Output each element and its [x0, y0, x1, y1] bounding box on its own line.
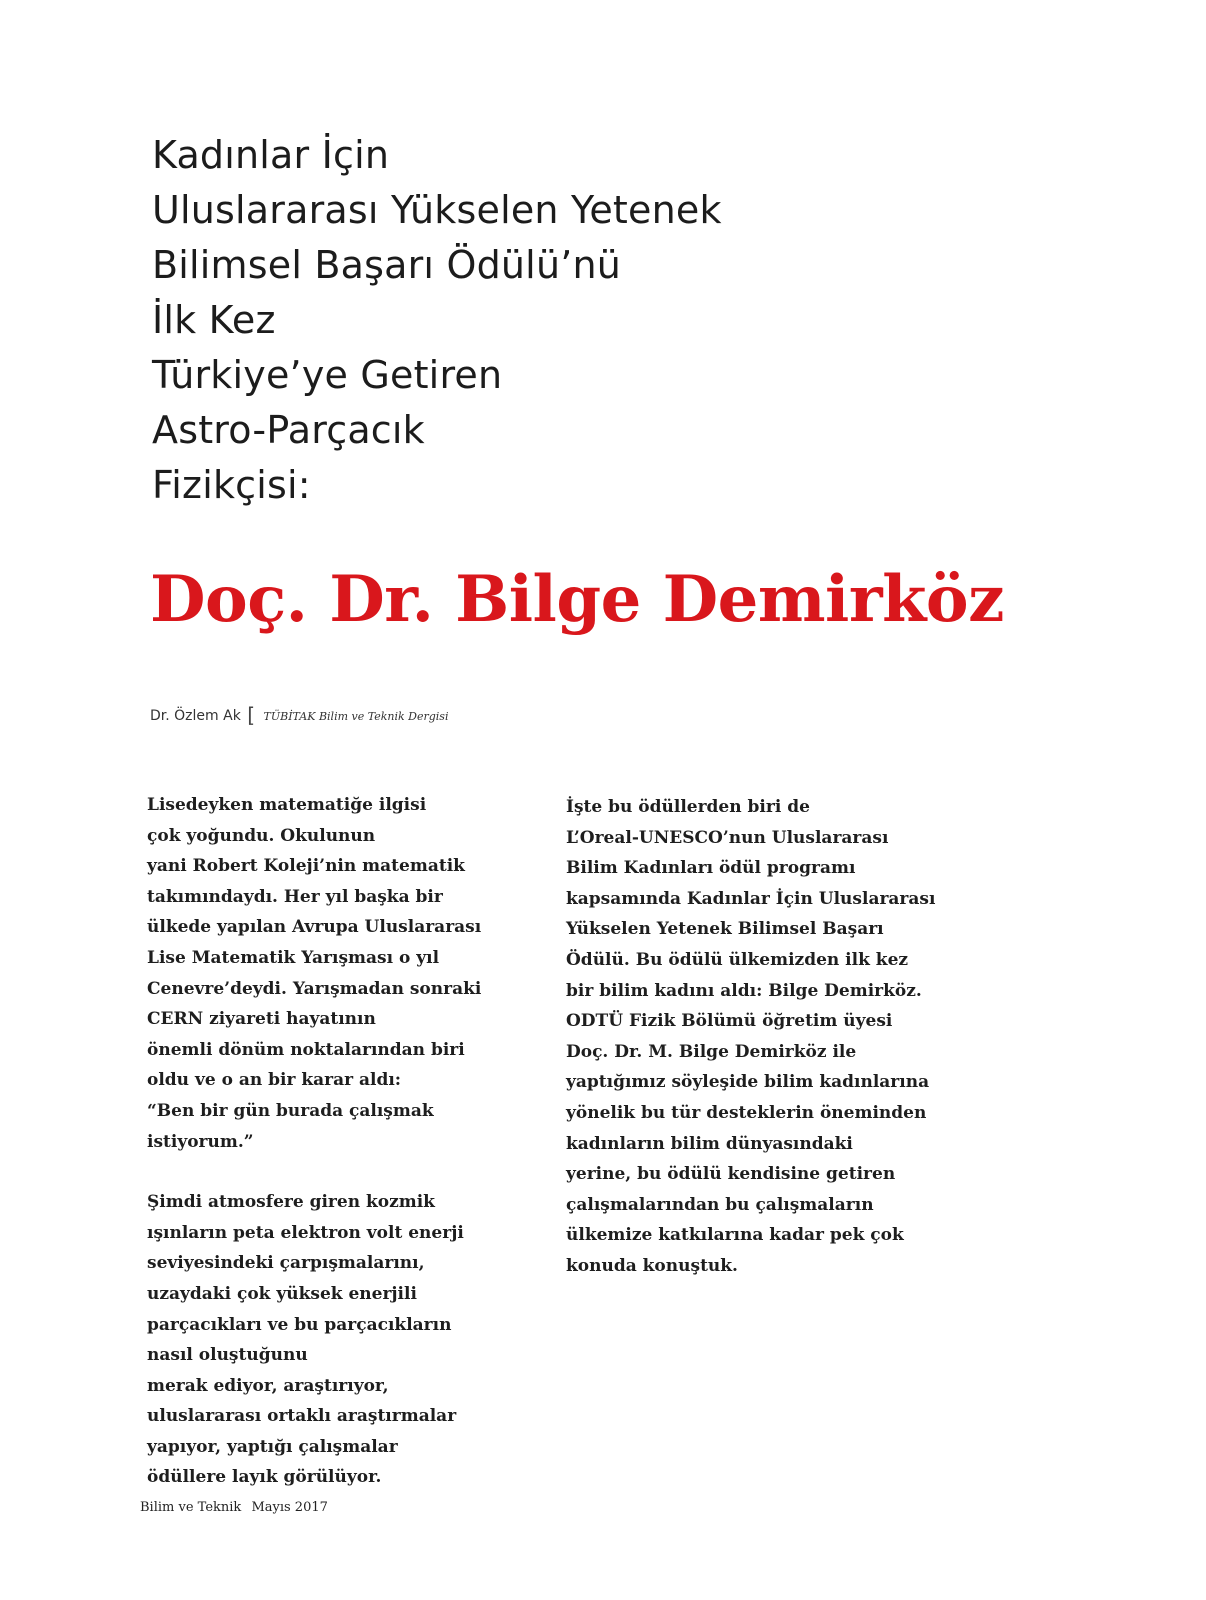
headline-line: Astro-Parçacık	[152, 408, 425, 452]
text-line: Ödülü. Bu ödülü ülkemizden ilk kez	[566, 949, 909, 970]
text-line: Şimdi atmosfere giren kozmik	[147, 1192, 435, 1213]
text-line: önemli dönüm noktalarından biri	[147, 1039, 465, 1060]
text-line: yapıyor, yaptığı çalışmalar	[147, 1436, 398, 1457]
headline-line: Kadınlar İçin	[152, 133, 390, 177]
headline	[152, 128, 722, 513]
page-footer	[140, 1500, 328, 1515]
text-line: kadınların bilim dünyasındaki	[566, 1133, 853, 1154]
text-line: nasıl oluştuğunu	[147, 1345, 308, 1366]
byline-author: Dr. Özlem Ak	[150, 708, 241, 724]
text-line: CERN ziyareti hayatının	[147, 1009, 376, 1030]
text-line: ODTÜ Fizik Bölümü öğretim üyesi	[566, 1011, 893, 1032]
text-line: yönelik bu tür desteklerin öneminden	[566, 1102, 927, 1123]
byline-source: TÜBİTAK Bilim ve Teknik Dergisi	[263, 710, 449, 723]
text-line: istiyorum.”	[147, 1131, 254, 1152]
headline-line: Fizikçisi:	[152, 463, 311, 507]
text-line: takımındaydı. Her yıl başka bir	[147, 886, 443, 907]
text-line: Lise Matematik Yarışması o yıl	[147, 947, 440, 968]
footer-magazine: Bilim ve Teknik	[140, 1500, 242, 1515]
text-line: “Ben bir gün burada çalışmak	[147, 1100, 434, 1121]
text-line: Doç. Dr. M. Bilge Demirköz ile	[566, 1041, 857, 1062]
headline-line: İlk Kez	[152, 298, 276, 342]
text-line: çok yoğundu. Okulunun	[147, 825, 376, 846]
left-paragraph-2	[147, 1187, 481, 1493]
text-line: L’Oreal-UNESCO’nun Uluslararası	[566, 827, 889, 848]
left-column	[147, 790, 481, 1493]
text-line: ışınların peta elektron volt enerji	[147, 1222, 464, 1243]
right-paragraph-1	[566, 792, 935, 1282]
text-line: yaptığımız söyleşide bilim kadınlarına	[566, 1072, 930, 1093]
text-line: Yükselen Yetenek Bilimsel Başarı	[566, 919, 884, 940]
text-line: Bilim Kadınları ödül programı	[566, 858, 856, 879]
text-line: yerine, bu ödülü kendisine getiren	[566, 1164, 896, 1185]
text-line: seviyesindeki çarpışmalarını,	[147, 1253, 425, 1274]
left-paragraph-1	[147, 790, 481, 1157]
text-line: ödüllere layık görülüyor.	[147, 1467, 382, 1488]
text-line: uluslararası ortaklı araştırmalar	[147, 1406, 457, 1427]
text-line: Cenevre’deydi. Yarışmadan sonraki	[147, 978, 482, 999]
text-line: çalışmalarından bu çalışmaların	[566, 1194, 874, 1215]
text-line: İşte bu ödüllerden biri de	[566, 797, 810, 817]
text-line: konuda konuştuk.	[566, 1255, 738, 1276]
byline-bracket: [	[247, 703, 256, 727]
text-line: kapsamında Kadınlar İçin Uluslararası	[566, 888, 936, 909]
text-line: merak ediyor, araştırıyor,	[147, 1375, 389, 1396]
text-line: uzaydaki çok yüksek enerjili	[147, 1283, 417, 1304]
headline-line: Bilimsel Başarı Ödülü’nü	[152, 243, 622, 287]
headline-line: Türkiye’ye Getiren	[152, 353, 503, 397]
interviewee-name: Doç. Dr. Bilge Demirköz	[150, 562, 1004, 637]
text-line: Lisedeyken matematiğe ilgisi	[147, 795, 427, 815]
right-column	[566, 792, 935, 1282]
text-line: bir bilim kadını aldı: Bilge Demirköz.	[566, 980, 922, 1001]
footer-issue: Mayıs 2017	[251, 1500, 328, 1515]
text-line: parçacıkları ve bu parçacıkların	[147, 1314, 452, 1335]
text-line: ülkemize katkılarına kadar pek çok	[566, 1225, 904, 1246]
text-line: ülkede yapılan Avrupa Uluslararası	[147, 917, 482, 938]
headline-line: Uluslararası Yükselen Yetenek	[152, 188, 722, 232]
byline	[150, 703, 448, 727]
text-line: oldu ve o an bir karar aldı:	[147, 1070, 402, 1091]
text-line: yani Robert Koleji’nin matematik	[147, 856, 465, 877]
